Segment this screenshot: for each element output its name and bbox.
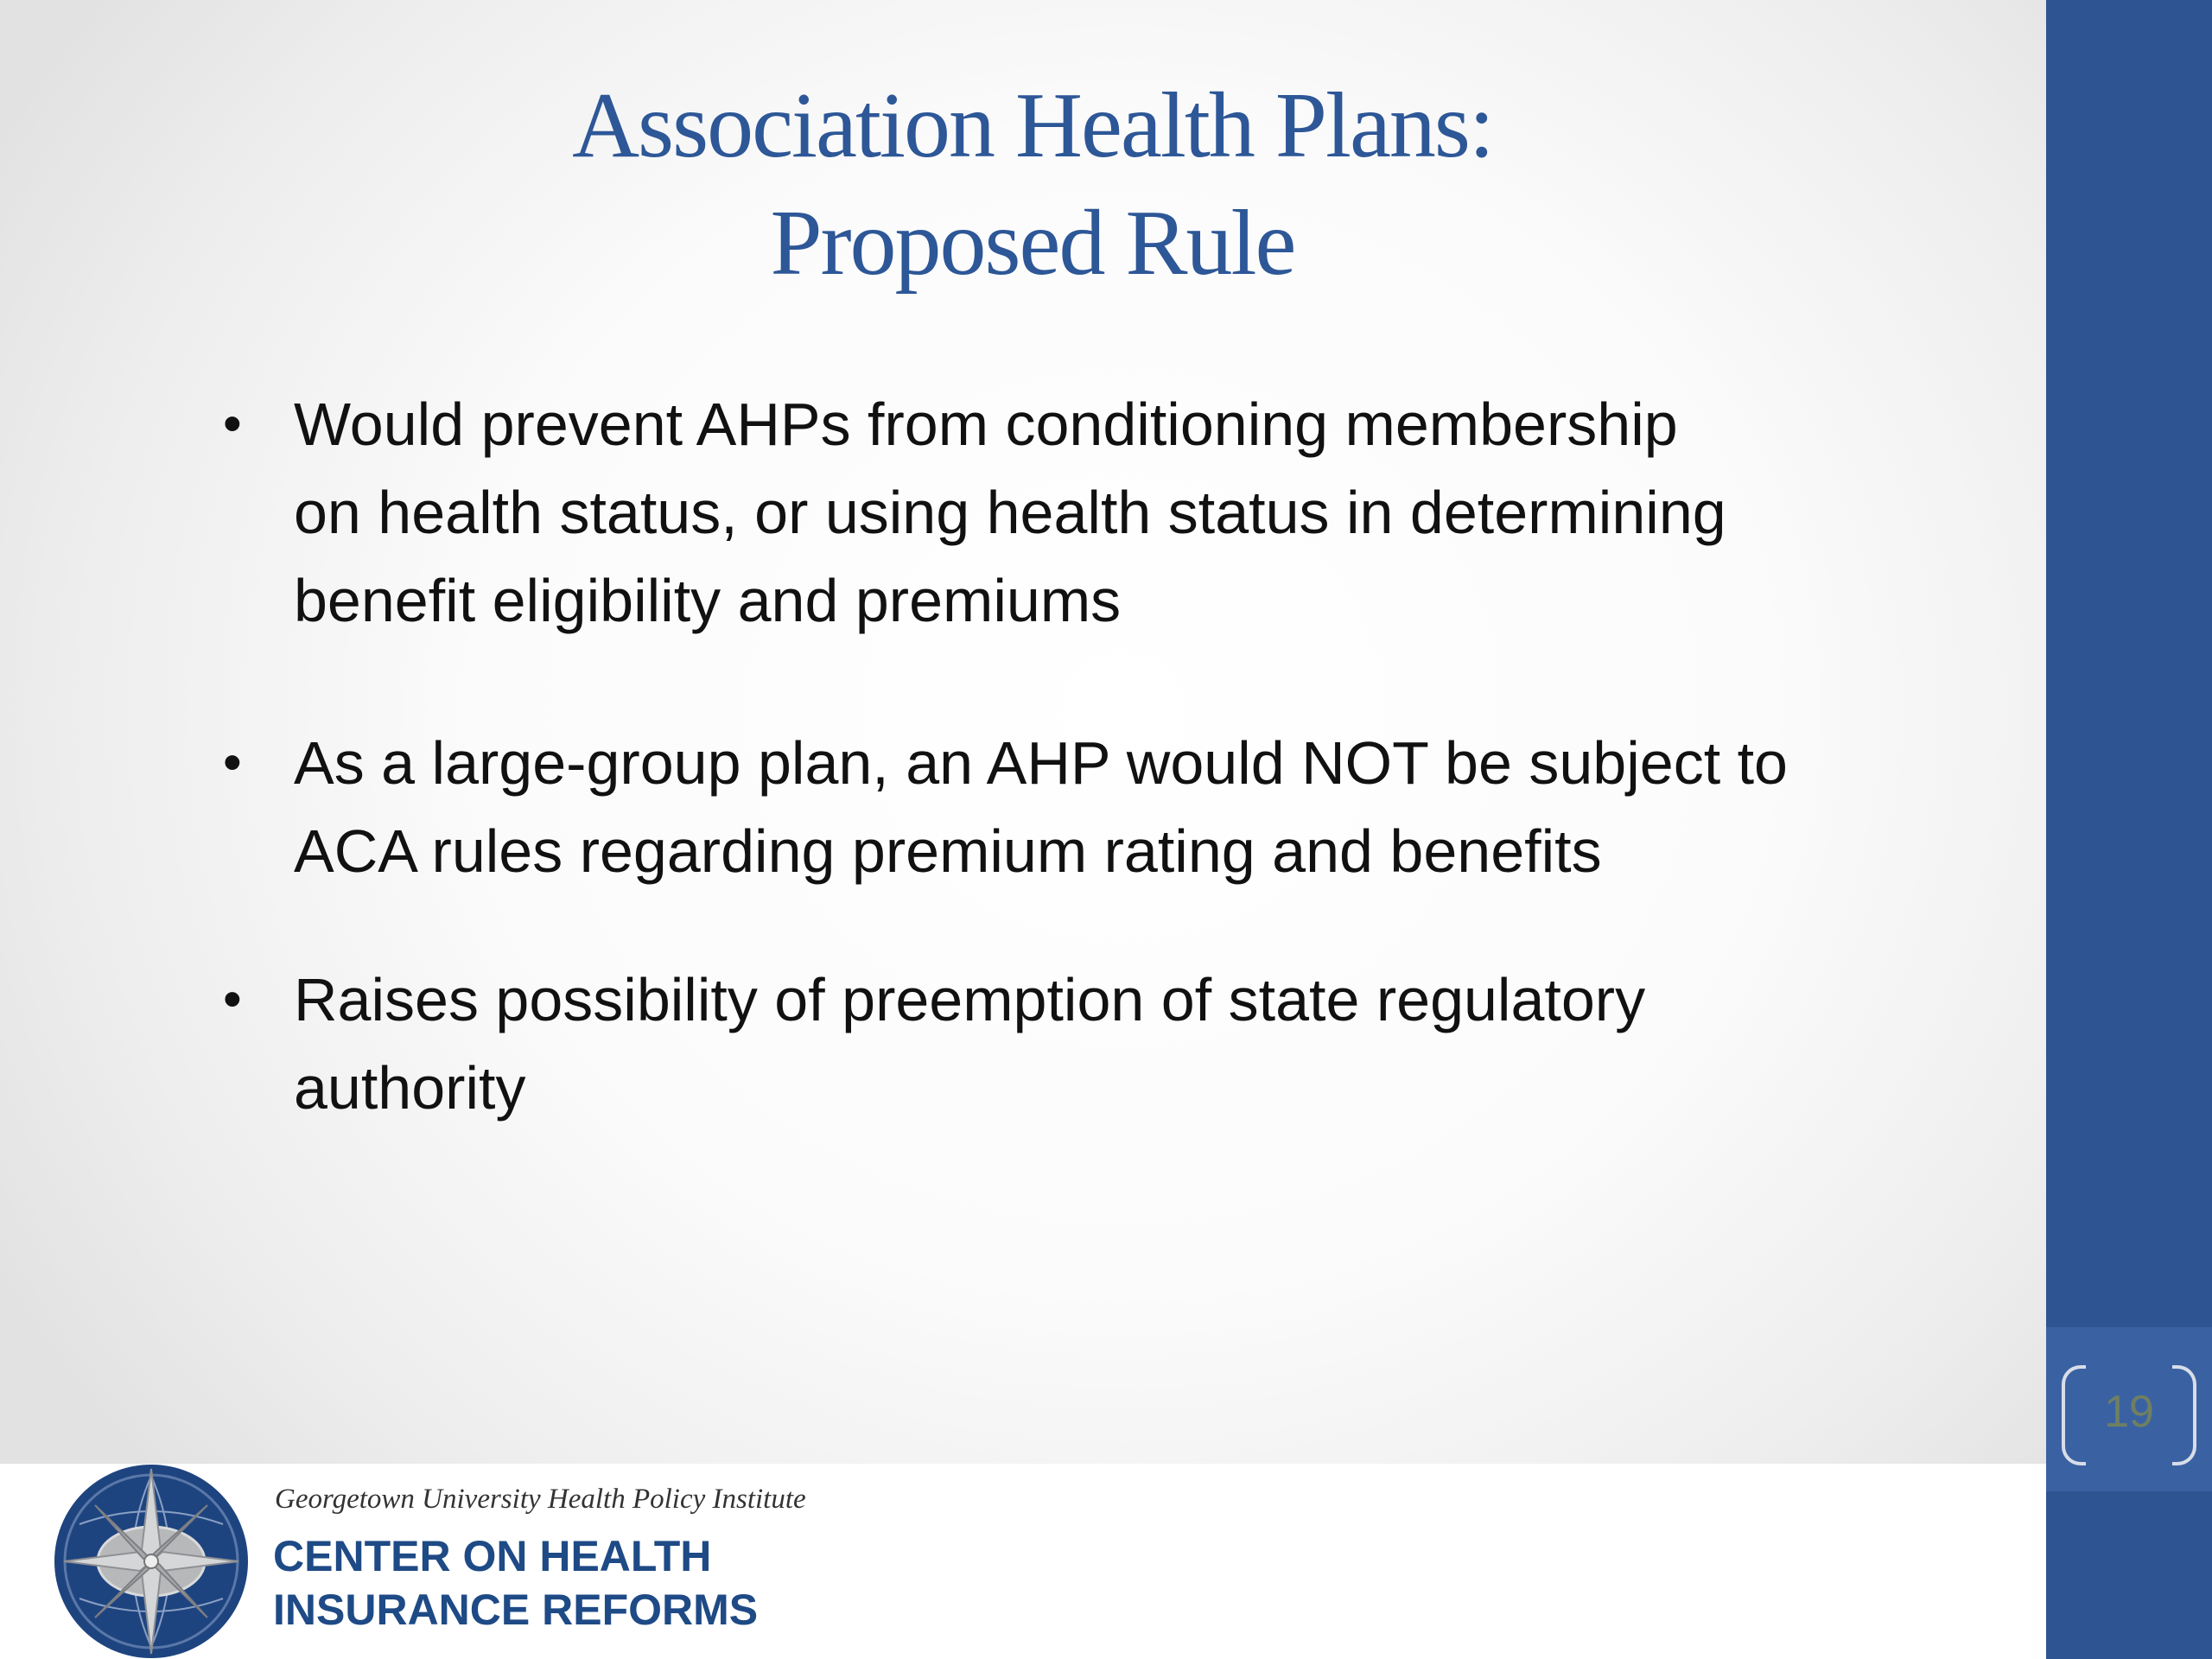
slide-title <box>259 67 1806 302</box>
center-name-line-1: CENTER ON HEALTH <box>273 1532 712 1580</box>
page-number-box <box>2046 1327 2212 1491</box>
institute-name: Georgetown University Health Policy Institute <box>275 1484 806 1515</box>
bullet-list <box>207 380 2005 1206</box>
title-line-2: Proposed Rule <box>770 192 1295 295</box>
bullet-line: ACA rules regarding premium rating and benefits <box>294 817 1602 885</box>
bullet-item <box>207 380 2005 645</box>
bullet-line: Would prevent AHPs from conditioning membership <box>294 391 1678 458</box>
bullet-line: benefit eligibility and premiums <box>294 567 1122 634</box>
compass-logo-icon <box>54 1464 249 1659</box>
bullet-item <box>207 956 2005 1132</box>
bullet-line: on health status, or using health status in determining <box>294 479 1726 546</box>
bullet-icon: • <box>223 733 242 792</box>
bullet-icon: • <box>223 969 242 1029</box>
bullet-line: As a large-group plan, an AHP would NOT be subject to <box>294 729 1788 797</box>
page-number: 19 <box>2104 1387 2154 1437</box>
center-name-line-2: INSURANCE REFORMS <box>273 1586 759 1634</box>
bullet-line: Raises possibility of preemption of state regulatory <box>294 966 1646 1033</box>
bullet-icon: • <box>223 394 242 454</box>
bullet-line: authority <box>294 1054 526 1122</box>
bullet-item <box>207 719 2005 895</box>
title-line-1: Association Health Plans: <box>572 74 1493 177</box>
